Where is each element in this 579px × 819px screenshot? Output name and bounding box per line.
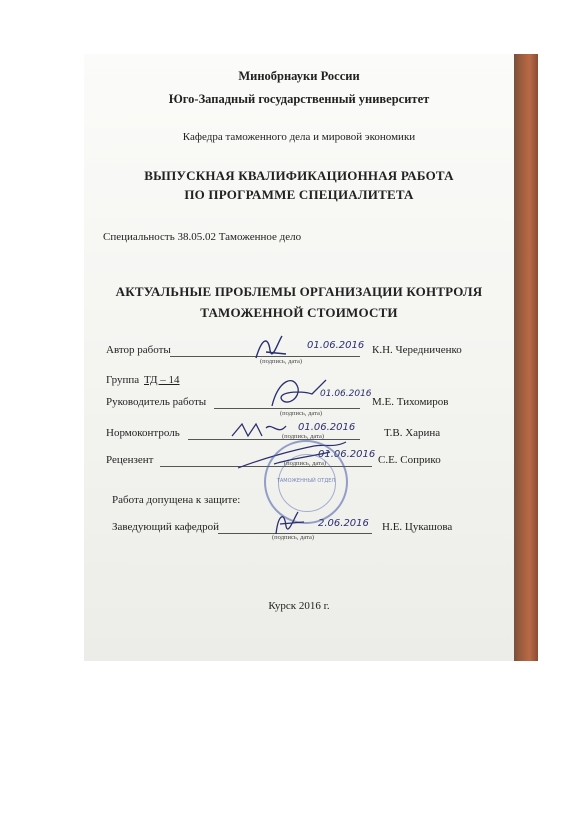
author-name: К.Н. Чередниченко	[372, 344, 462, 356]
document-photo	[84, 54, 538, 661]
department: Кафедра таможенного дела и мировой экономики	[182, 131, 416, 143]
author-date: 01.06.2016	[307, 340, 365, 351]
city-year: Курск 2016 г.	[268, 600, 330, 612]
normcontrol-date: 01.06.2016	[298, 422, 356, 433]
stamp-text: ТАМОЖЕННЫЙ ОТДЕЛ	[276, 478, 336, 484]
reviewer-name: С.Е. Соприко	[378, 454, 441, 466]
admitted-text: Работа допущена к защите:	[112, 494, 241, 506]
supervisor-label: Руководитель работы	[106, 396, 207, 408]
work-type-line2: ПО ПРОГРАММЕ СПЕЦИАЛИТЕТА	[184, 187, 414, 202]
author-caption: (подпись, дата)	[260, 358, 303, 365]
thesis-title-line1: АКТУАЛЬНЫЕ ПРОБЛЕМЫ ОРГАНИЗАЦИИ КОНТРОЛЯ	[115, 284, 483, 299]
supervisor-date: 01.06.2016	[320, 389, 372, 399]
supervisor-caption: (подпись, дата)	[280, 410, 323, 417]
desk-edge	[510, 54, 538, 661]
specialty: Специальность 38.05.02 Таможенное дело	[103, 231, 302, 243]
normcontrol-label: Нормоконтроль	[106, 427, 180, 439]
head-label: Заведующий кафедрой	[112, 521, 219, 533]
head-date: 2.06.2016	[318, 518, 369, 529]
university: Юго-Западный государственный университет	[168, 92, 430, 106]
normcontrol-name: Т.В. Харина	[384, 427, 441, 439]
ministry: Минобрнауки России	[238, 69, 360, 83]
reviewer-label: Рецензент	[106, 454, 154, 466]
author-label: Автор работы	[106, 344, 171, 356]
title-page	[84, 54, 514, 661]
group-label: Группа	[106, 374, 140, 386]
reviewer-caption: (подпись, дата)	[284, 460, 327, 467]
reviewer-date: 01.06.2016	[318, 449, 376, 460]
group-value: ТД – 14	[144, 374, 180, 386]
head-caption: (подпись, дата)	[272, 534, 315, 541]
thesis-title-line2: ТАМОЖЕННОЙ СТОИМОСТИ	[200, 305, 398, 320]
work-type-line1: ВЫПУСКНАЯ КВАЛИФИКАЦИОННАЯ РАБОТА	[144, 168, 454, 183]
head-name: Н.Е. Цукашова	[382, 521, 453, 533]
supervisor-name: М.Е. Тихомиров	[372, 396, 449, 408]
normcontrol-caption: (подпись, дата)	[282, 433, 325, 440]
